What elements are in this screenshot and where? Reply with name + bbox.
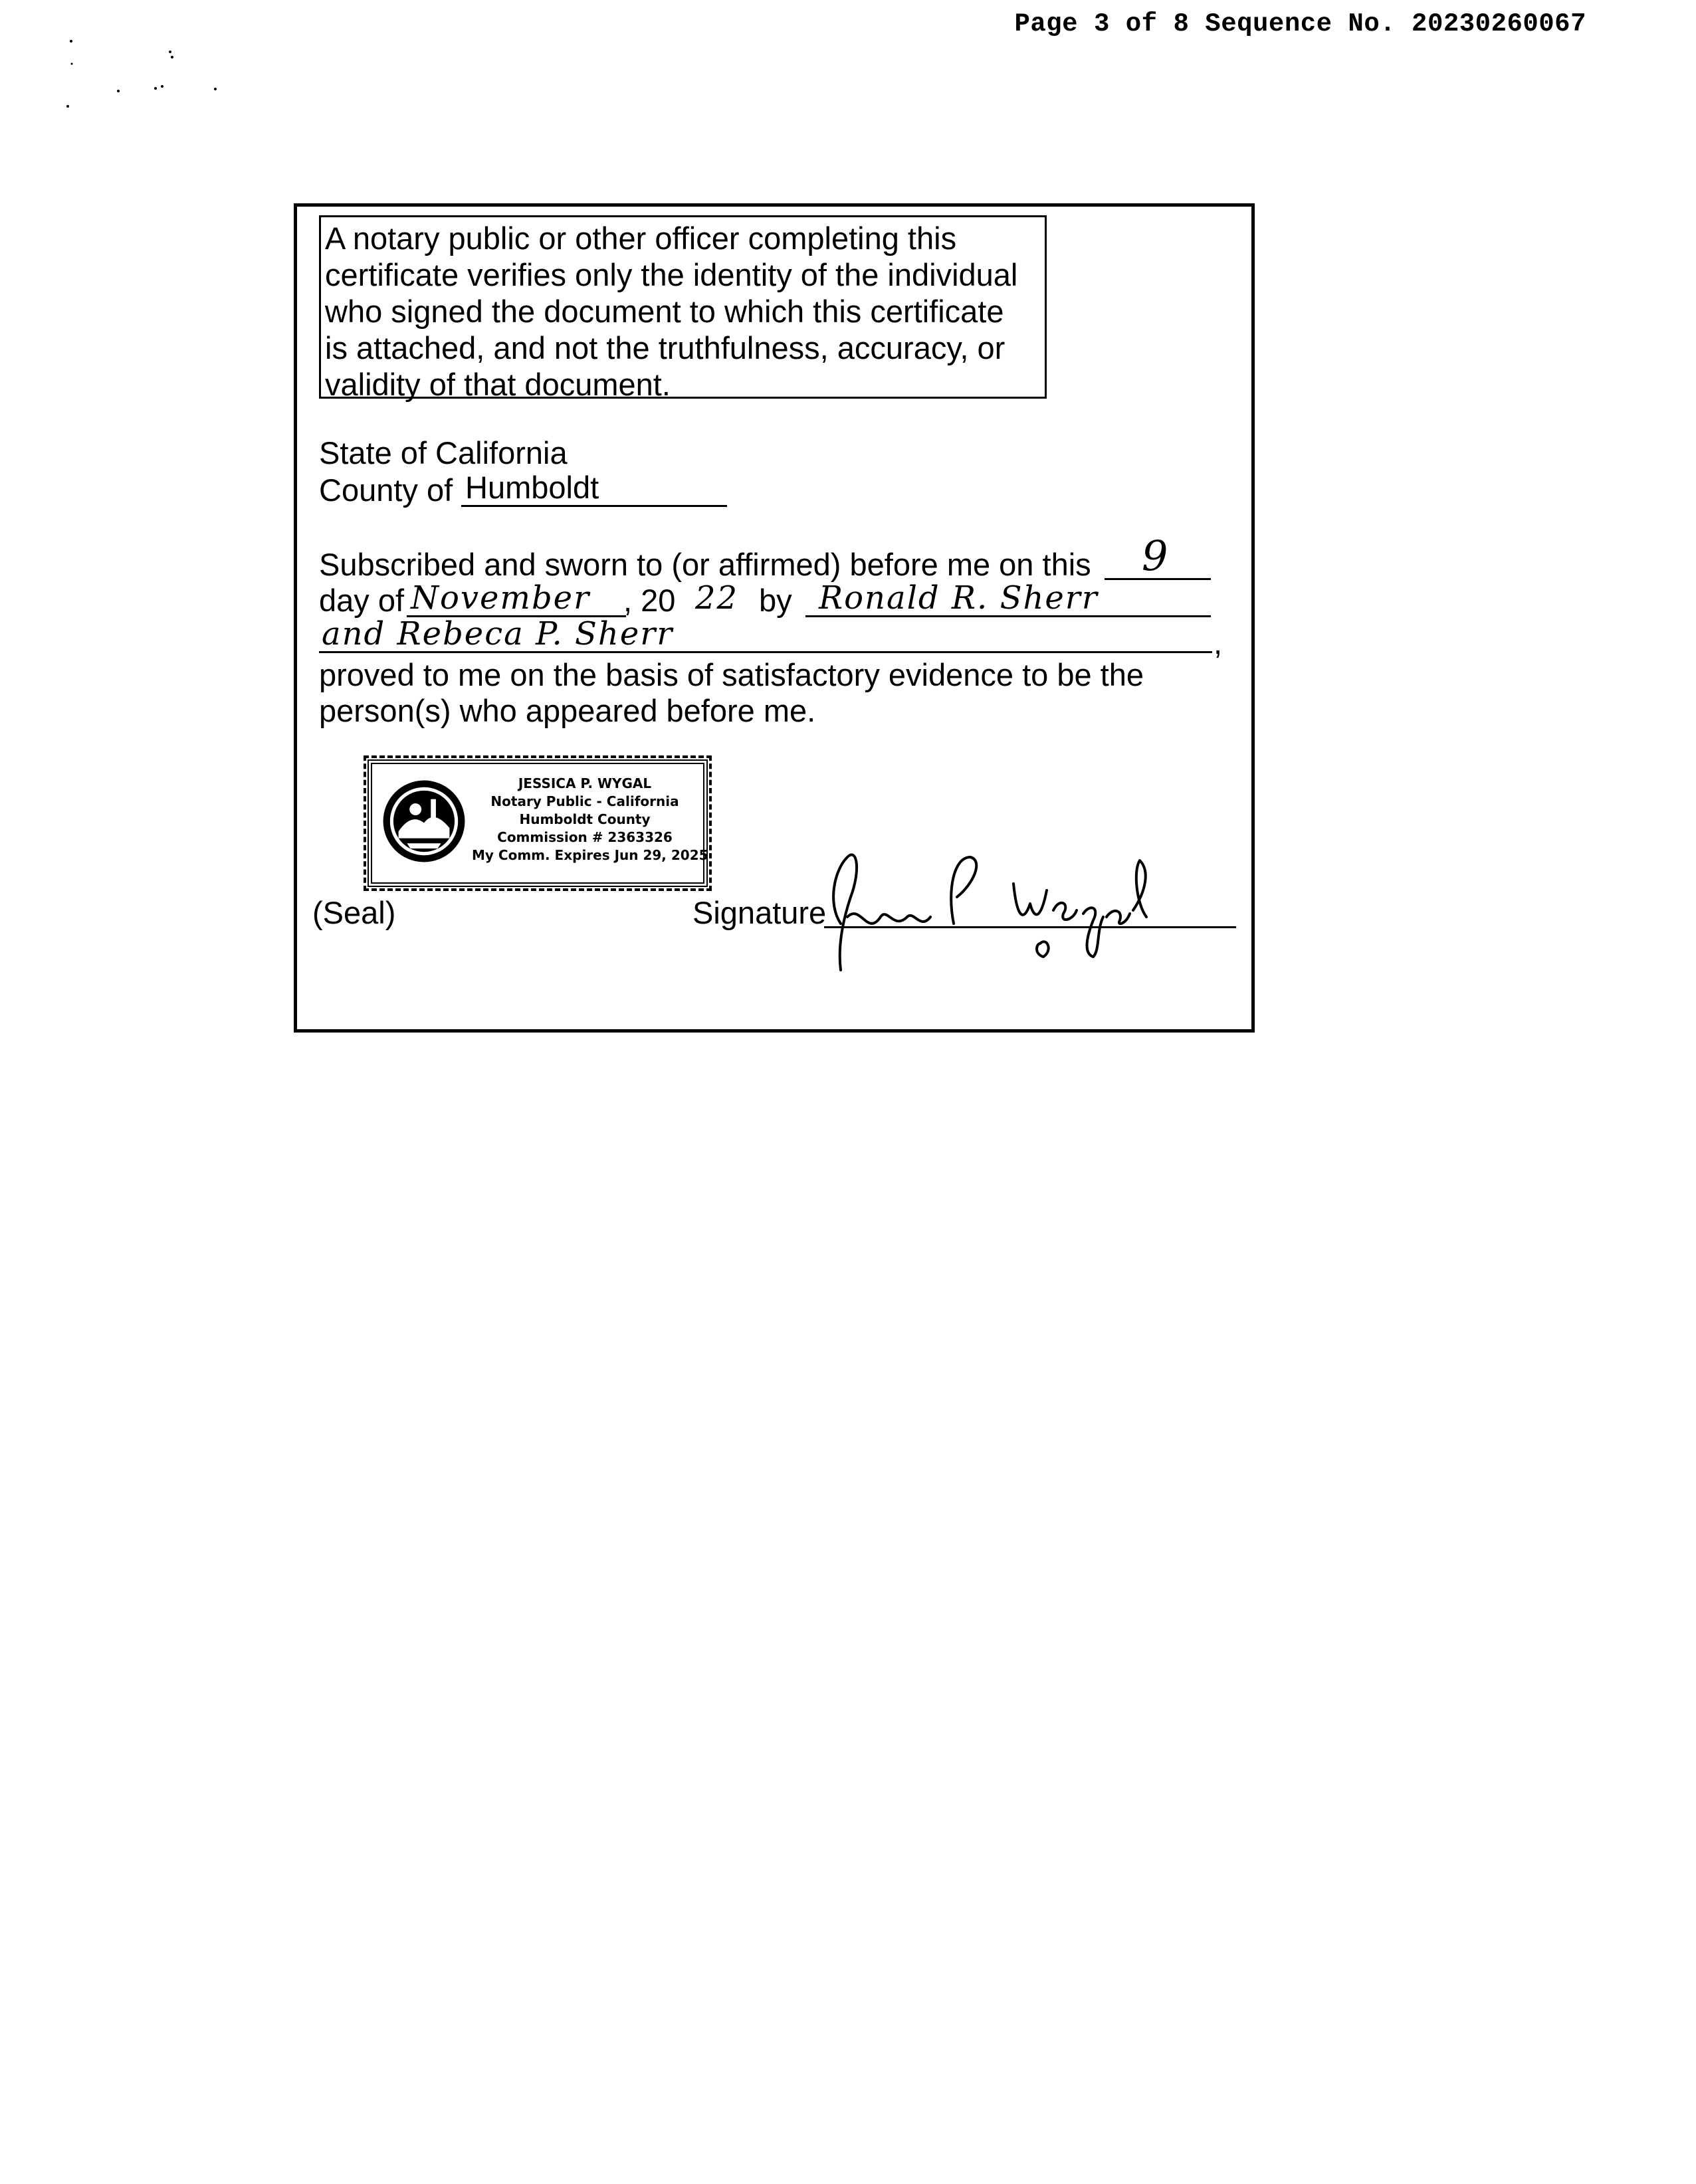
seal-county: Humboldt County [519, 811, 651, 827]
disclaimer-line: who signed the document to which this certificate [325, 294, 1004, 329]
disclaimer-line: is attached, and not the truthfulness, accuracy, or [325, 330, 1006, 365]
month-value: November [411, 579, 591, 617]
county-value: Humboldt [465, 470, 599, 505]
disclaimer-line: validity of that document. [325, 367, 671, 402]
seal-commission: Commission # 2363326 [497, 829, 673, 845]
signer-two: and Rebeca P. Sherr [322, 615, 674, 652]
seal-expires: My Comm. Expires Jun 29, 2025 [472, 847, 708, 863]
county-underline [461, 505, 727, 507]
day-of-label: day of [319, 583, 405, 618]
proved-line: person(s) who appeared before me. [319, 693, 816, 728]
notary-signature-handwriting [821, 844, 1180, 977]
signer-one: Ronald R. Sherr [819, 579, 1099, 617]
signature-label: Signature [692, 895, 827, 930]
seal-name: JESSICA P. WYGAL [518, 775, 652, 791]
notary-disclaimer-box [319, 215, 1047, 402]
by-label: by [759, 583, 792, 618]
disclaimer-line: certificate verifies only the identity of the individual [325, 257, 1018, 292]
state-line: State of California [319, 435, 568, 470]
seal-label: (Seal) [312, 895, 396, 930]
proved-line: proved to me on the basis of satisfactory evidence to be the [319, 657, 1144, 692]
day-underline [1105, 578, 1211, 580]
disclaimer-line: A notary public or other officer completing this [325, 221, 957, 256]
seal-title: Notary Public - California [490, 793, 679, 809]
trailing-comma: , [1214, 625, 1223, 660]
notary-seal-stamp [368, 759, 708, 887]
scan-specks [0, 0, 266, 120]
year-value: 22 [695, 579, 739, 617]
jurat-line: Subscribed and sworn to (or affirmed) before me on this [319, 547, 1091, 582]
day-value: 9 [1142, 532, 1170, 580]
year-prefix: , 20 [623, 583, 676, 618]
signer-two-underline [319, 651, 1212, 653]
page-sequence-header: Page 3 of 8 Sequence No. 20230260067 [1014, 9, 1586, 39]
signer-one-underline [805, 615, 1211, 617]
california-seal-icon [381, 779, 467, 864]
county-label: County of [319, 472, 453, 508]
